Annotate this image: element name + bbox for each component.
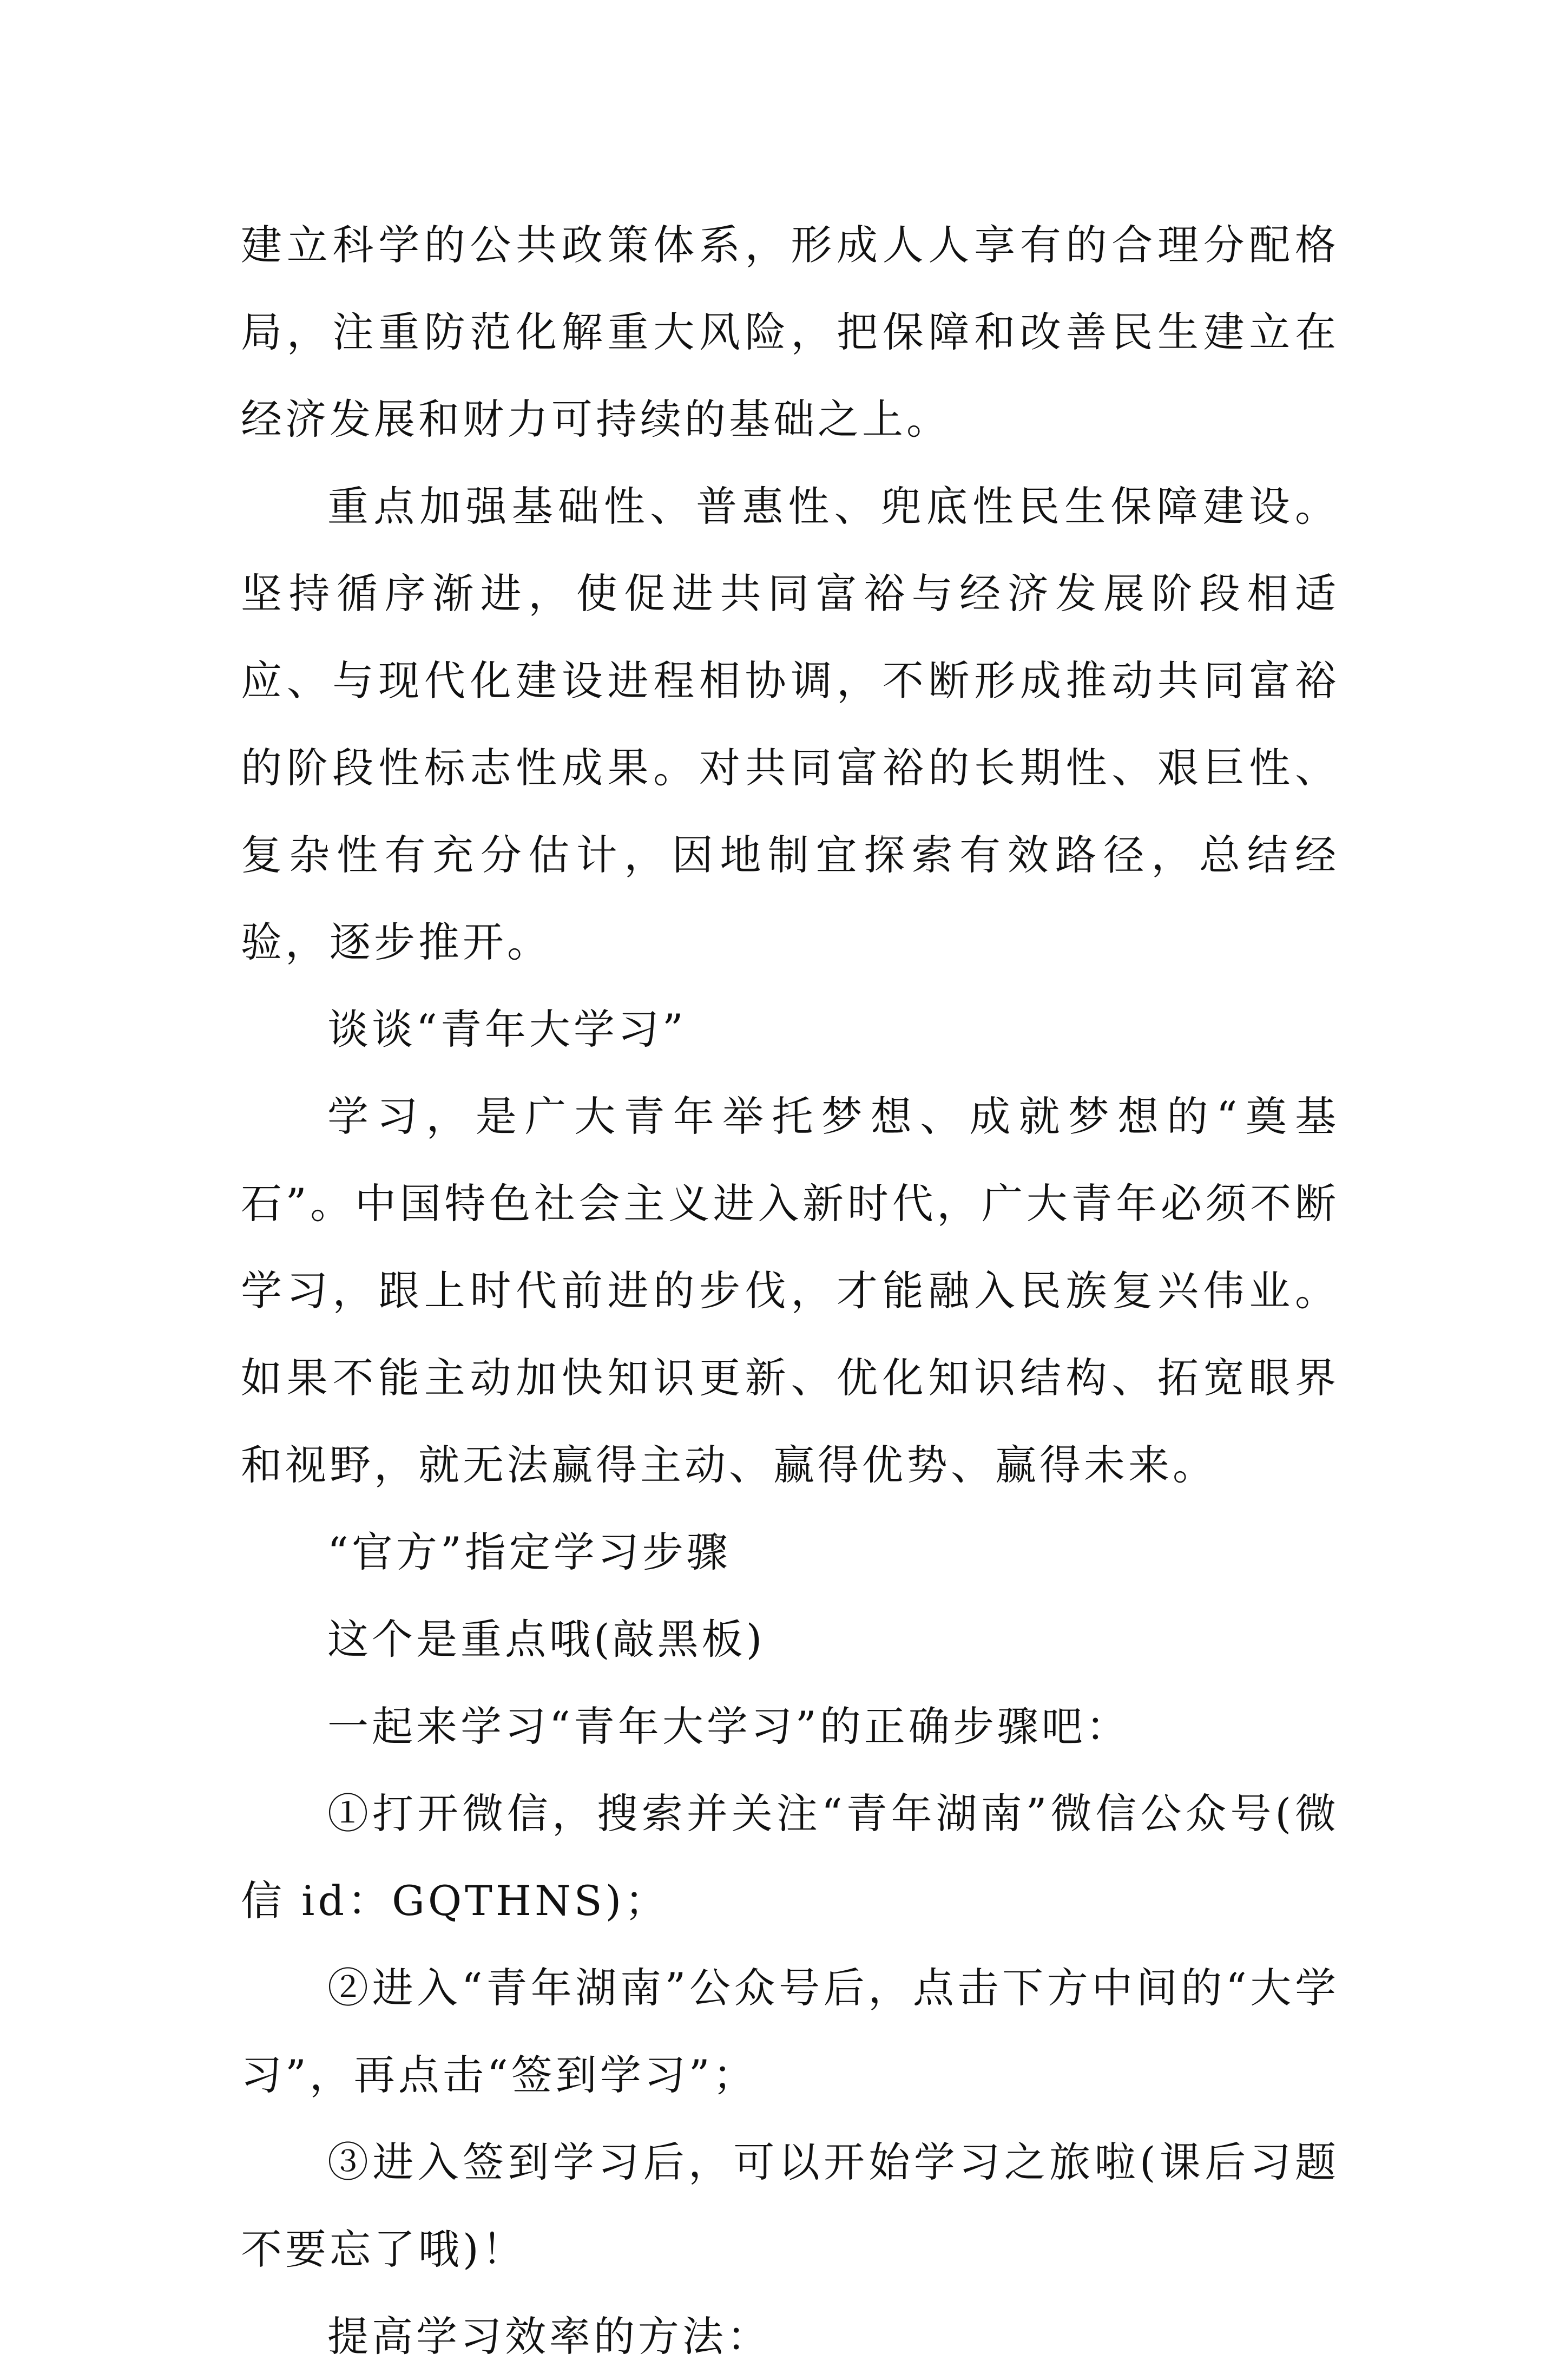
- paragraph-policy-system: 建立科学的公共政策体系，形成人人享有的合理分配格局，注重防范化解重大风险，把保障和改善民生建立在经济发展和财力可持续的基础之上。: [241, 221, 1339, 443]
- paragraph-common-prosperity: 重点加强基础性、普惠性、兜底性民生保障建设。坚持循序渐进，使促进共同富裕与经济发展阶段相适应、与现代化建设进程相协调，不断形成推动共同富裕的阶段性标志性成果。对共同富裕的长期性、艰巨性、复杂性有充分估计，因地制宜探索有效路径，总结经验，逐步推开。: [241, 482, 1339, 966]
- heading-official-steps: “官方”指定学习步骤: [327, 1528, 731, 1576]
- document-body: [241, 201, 1339, 2380]
- heading-youth-study: 谈谈“青年大学习”: [327, 1005, 687, 1053]
- paragraph-learning-foundation: 学习，是广大青年举托梦想、成就梦想的“奠基石”。中国特色社会主义进入新时代，广大青年必须不断学习，跟上时代前进的步伐，才能融入民族复兴伟业。如果不能主动加快知识更新、优化知识结构、拓宽眼界和视野，就无法赢得主动、赢得优势、赢得未来。: [241, 1092, 1339, 1489]
- step-one: ①打开微信，搜索并关注“青年湖南”微信公众号(微信 id：GQTHNS)；: [241, 1789, 1339, 1925]
- paragraph-key-point: 这个是重点哦(敲黑板): [327, 1615, 766, 1663]
- heading-efficiency-methods: 提高学习效率的方法：: [327, 2312, 771, 2361]
- paragraph-steps-intro: 一起来学习“青年大学习”的正确步骤吧：: [327, 1702, 1130, 1750]
- step-three: ③进入签到学习后，可以开始学习之旅啦(课后习题不要忘了哦)！: [241, 2138, 1339, 2273]
- step-two: ②进入“青年湖南”公众号后，点击下方中间的“大学习”，再点击“签到学习”；: [241, 1964, 1339, 2099]
